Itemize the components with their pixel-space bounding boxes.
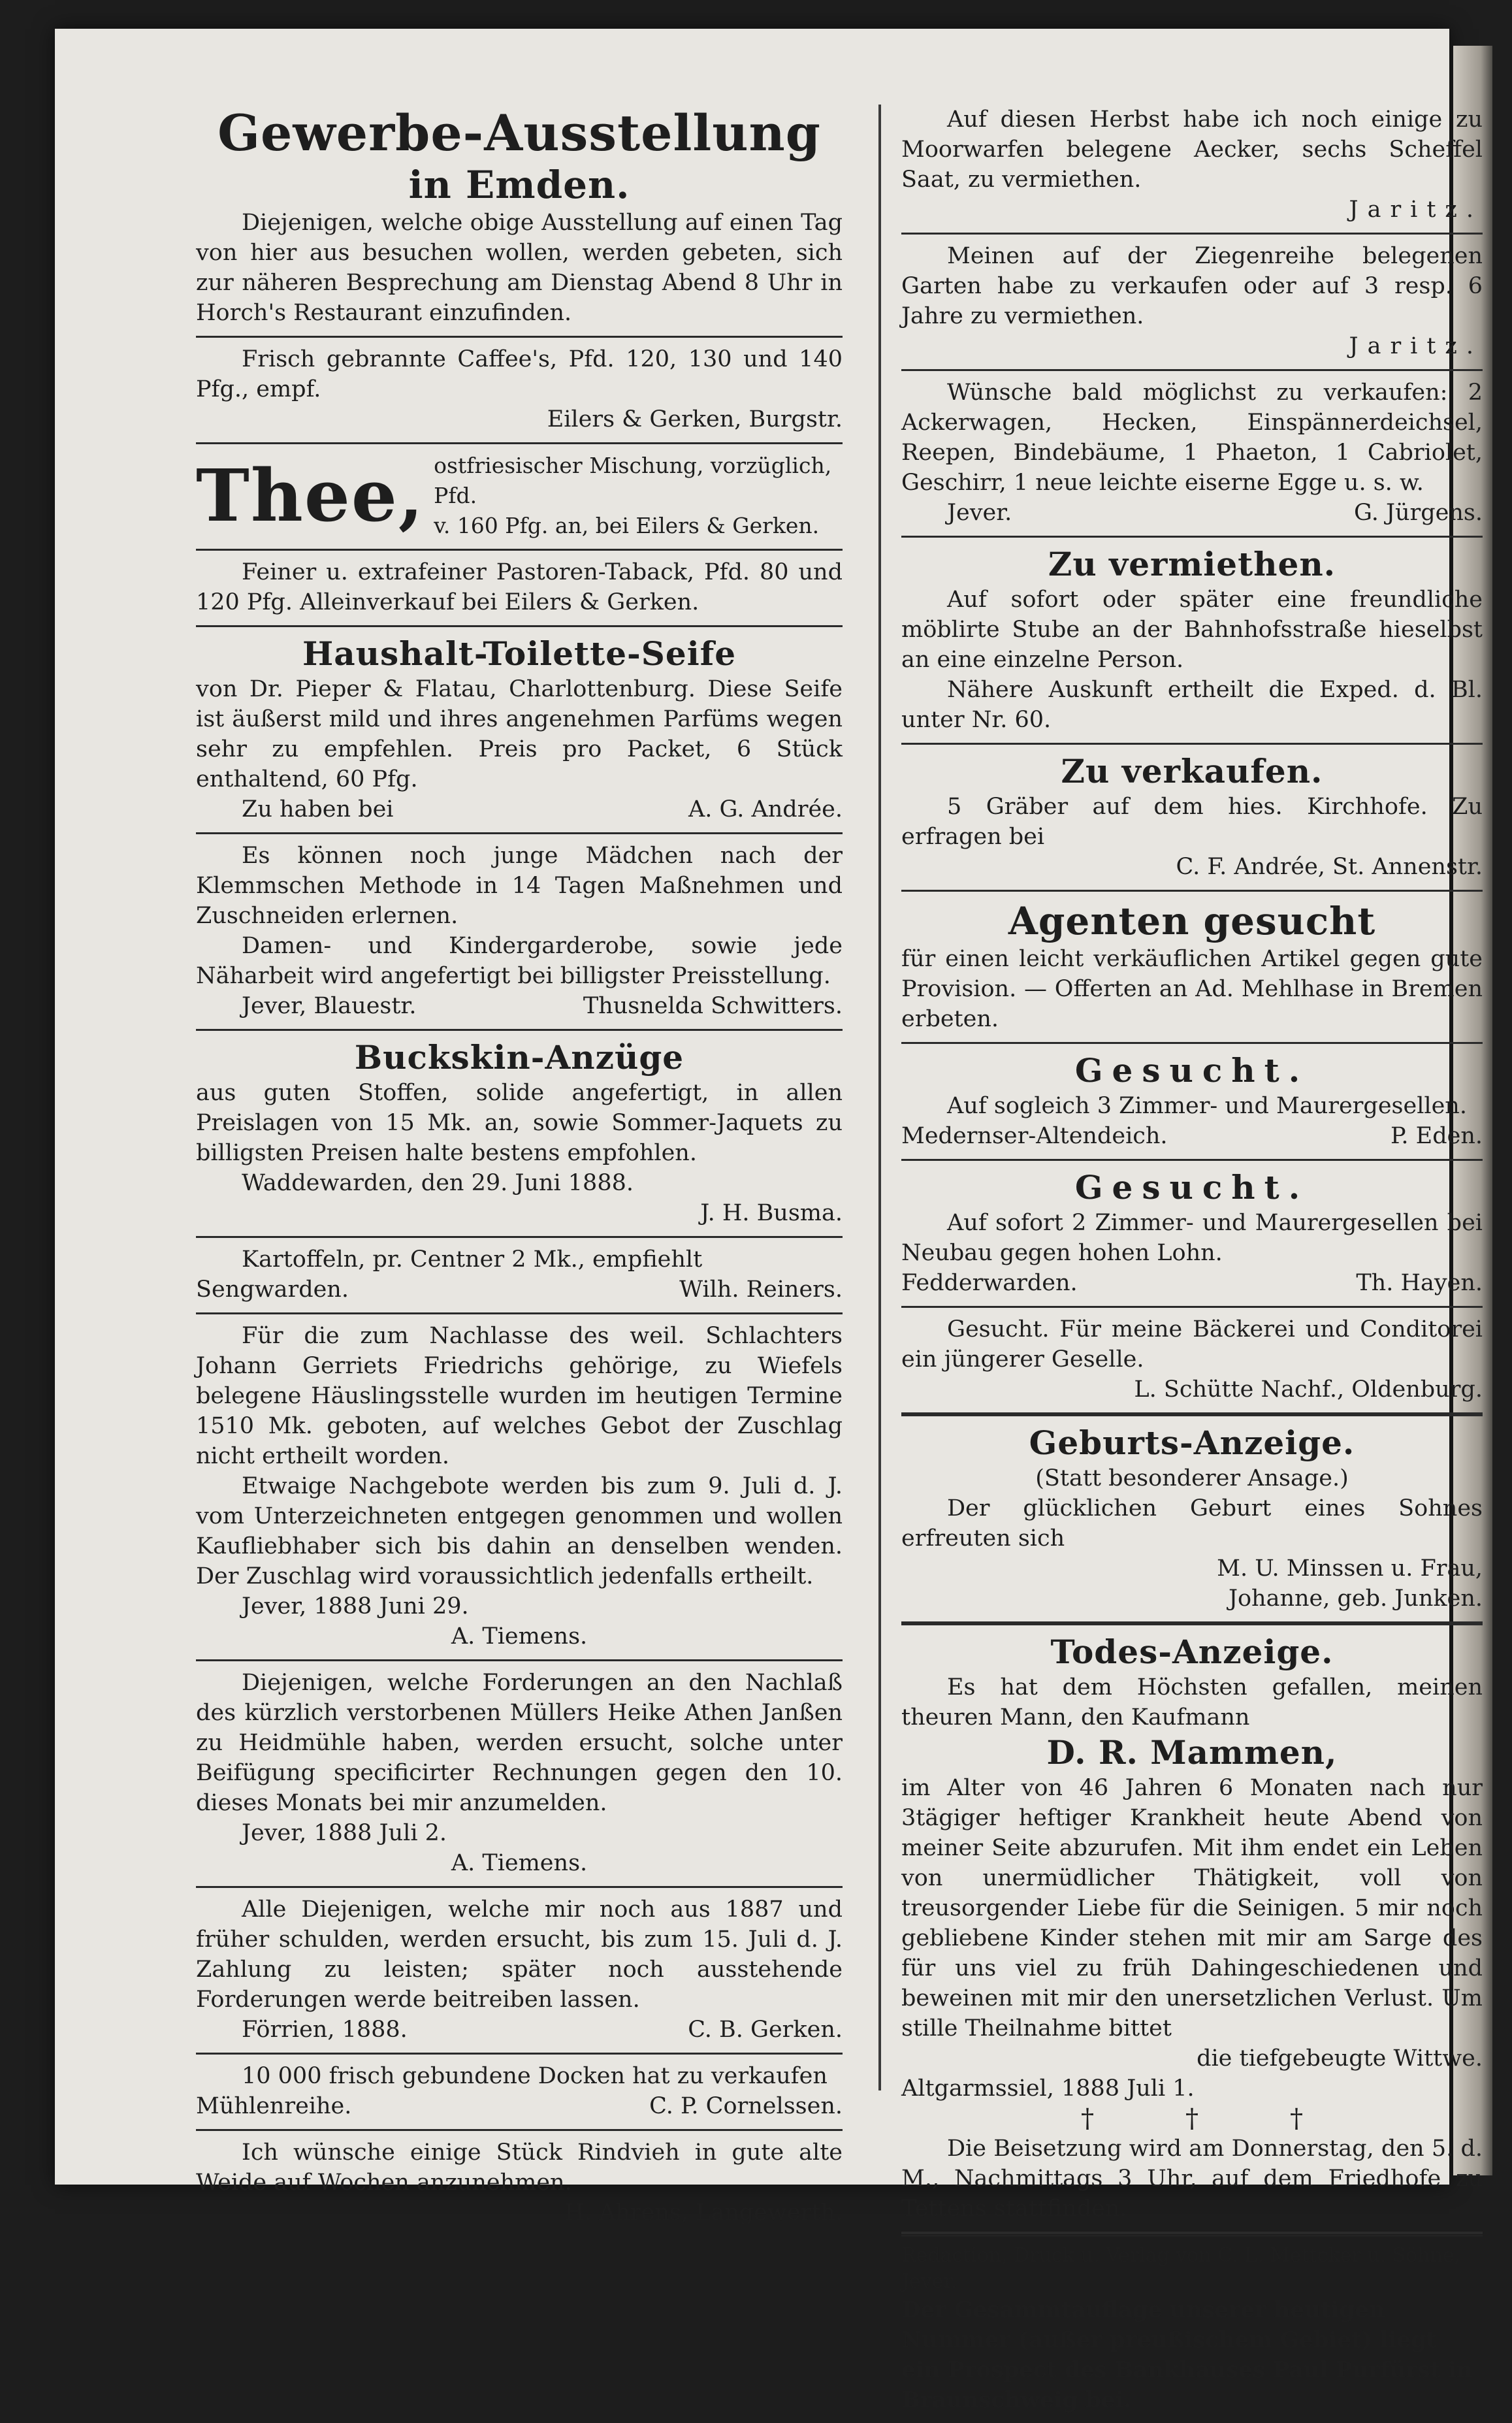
ad-place-date: Jever, 1888 Juni 29. <box>242 1593 469 1619</box>
ad-body: Frisch gebrannte Caffee's, Pfd. 120, 130 und 140 Pfg., empf. <box>196 346 843 402</box>
ad-body: 5 Gräber auf dem hies. Kirchhofe. Zu erfragen bei <box>901 794 1483 850</box>
ad-body: Auf sogleich 3 Zimmer- und Maurergesellen. <box>947 1093 1467 1119</box>
ad-body: im Alter von 46 Jahren 6 Monaten nach nur 3tägiger heftiger Krankheit heute Abend von meiner Seite abzurufen. Mit ihm endet ein Leben von unermüdlicher Thätigkeit, voll von treusorgender Liebe für die Seinigen. 5 mir noch gebliebene Kinder stehen mit mir am Sarge des für uns viel zu früh Dahingeschiedenen und beweinen mit mir den unersetzlichen Verlust. Um stille Theilnahme bittet <box>901 1775 1483 2041</box>
ad-signature: die tiefgebeugte Wittwe. <box>1197 2045 1483 2072</box>
ad-place-date: Waddewarden, den 29. Juni 1888. <box>242 1170 634 1196</box>
ad-body: Kartoffeln, pr. Centner 2 Mk., empfiehlt <box>242 1246 703 1273</box>
ad-place-date: Altgarmssiel, 1888 Juli 1. <box>901 2075 1195 2102</box>
ad-klemmsche-methode <box>196 834 843 1031</box>
ad-signature: Johanne, geb. Junken. <box>1228 1586 1483 1612</box>
ad-title: Zu verkaufen. <box>1061 752 1323 790</box>
thee-headline: Thee, <box>196 453 425 538</box>
ad-docken <box>196 2055 843 2131</box>
ad-title: Haushalt-Toilette-Seife <box>302 634 737 673</box>
ad-rindvieh <box>196 2131 843 2236</box>
ad-title: Geburts-Anzeige. <box>1029 1423 1355 1462</box>
right-column <box>901 98 1483 2423</box>
ad-signature-right: Th. Hayen. <box>1356 1270 1483 1296</box>
ad-signature: A. Tiemens. <box>451 1623 588 1650</box>
ad-buckskin <box>196 1031 843 1238</box>
ad-body-line: ostfriesischer Mischung, vorzüglich, Pfd. <box>434 453 832 508</box>
ad-zu-vermiethen <box>901 538 1483 745</box>
ad-body: Meinen auf der Ziegenreihe belegenen Garten habe zu verkaufen oder auf 3 resp. 6 Jahre zu vermiethen. <box>901 243 1483 329</box>
ad-todes-anzeige <box>901 1625 1483 2234</box>
ad-gesucht-maurergesellen <box>901 1161 1483 1308</box>
ad-title: Agenten gesucht <box>1008 899 1376 943</box>
ad-aecker <box>901 98 1483 235</box>
ad-title: Todes-Anzeige. <box>1050 1633 1334 1671</box>
ad-title: Gewerbe-Ausstellung <box>217 104 821 162</box>
ad-body: für einen leicht verkäuflichen Artikel gegen gute Provision. — Offerten an Ad. Mehlhase in Bremen erbeten. <box>901 946 1483 1032</box>
ad-signature-left: Sengwarden. <box>196 1277 349 1303</box>
ad-body: Für die zum Nachlasse des weil. Schlachters Johann Gerriets Friedrichs gehörige, zu Wiefels belegene Häuslingsstelle wurden im heutigen Termine 1510 Mk. geboten, auf welches Gebot der Zuschlag nicht ertheilt worden. <box>196 1323 843 1469</box>
ad-signature-left: Jever, Blauestr. <box>242 993 417 1019</box>
ad-signature-right: Thusnelda Schwitters. <box>583 993 843 1019</box>
ad-body: 10 000 frisch gebundene Docken hat zu verkaufen <box>242 2063 828 2089</box>
cross-icon: † <box>1290 2104 1303 2134</box>
ad-signature-right: G. Jürgens. <box>1353 500 1483 526</box>
column-rule <box>878 105 881 2090</box>
ad-signature-right: Wilh. Reiners. <box>679 1277 843 1303</box>
ad-title: Gesucht. <box>1074 1168 1310 1207</box>
ad-signature: Jaritz. <box>1349 333 1483 359</box>
ad-title: Buckskin-Anzüge <box>354 1038 684 1077</box>
ad-signature: C. F. Andrée, St. Annenstr. <box>1176 854 1483 880</box>
ad-body: Auf diesen Herbst habe ich noch einige zu Moorwarfen belegene Aecker, sechs Scheffel Saat, zu vermiethen. <box>901 106 1483 193</box>
cross-icon: † <box>1081 2104 1094 2134</box>
ad-body: Nähere Auskunft ertheilt die Exped. d. Bl. unter Nr. 60. <box>901 677 1483 733</box>
ad-body: Gesucht. Für meine Bäckerei und Conditorei ein jüngerer Geselle. <box>901 1316 1483 1373</box>
ad-haeuslingsstelle <box>196 1314 843 1661</box>
ad-signature-left: Jever. <box>947 500 1012 526</box>
ad-wagen <box>901 371 1483 538</box>
ad-body: Alle Diejenigen, welche mir noch aus 1887 und früher schulden, werden ersucht, bis zum 15. Juli d. J. Zahlung zu leisten; später noch ausstehende Forderungen werde beitreiben lassen. <box>196 1896 843 2013</box>
ad-body: Diejenigen, welche obige Ausstellung auf einen Tag von hier aus besuchen wollen, werden gebeten, sich zur näheren Besprechung am Dienstag Abend 8 Uhr in Horch's Restaurant einzufinden. <box>196 210 843 326</box>
ad-nachlass-janssen <box>196 1661 843 1888</box>
ad-garten <box>901 235 1483 371</box>
ad-body: Wünsche bald möglichst zu verkaufen: 2 Ackerwagen, Hecken, Einspännerdeichsel, Reepen, Bindebäume, 1 Phaeton, 1 Cabriolet, Geschirr, 1 neue leichte eiserne Egge u. s. w. <box>901 380 1483 496</box>
ad-signature-left: Medernser-Altendeich. <box>901 1123 1168 1149</box>
ad-signature: H. Ahrens, Langewerth. <box>564 2200 843 2226</box>
ad-signature-right: C. B. Gerken. <box>688 2017 843 2043</box>
ad-caffee <box>196 338 843 444</box>
ad-signature-right: A. G. Andrée. <box>688 796 843 822</box>
ad-pastoren-taback <box>196 551 843 627</box>
ad-body: Diejenigen, welche Forderungen an den Nachlaß des kürzlich verstorbenen Müllers Heike Athen Janßen zu Heidmühle haben, werden ersucht, solche unter Beifügung specificirter Rechnungen gegen den 10. dieses Monats bei mir anzumelden. <box>196 1670 843 1816</box>
ad-body: Etwaige Nachgebote werden bis zum 9. Juli d. J. vom Unterzeichneten entgegen genommen und wollen Kaufliebhaber sich bis dahin an denselben wenden. Der Zuschlag wird voraussichtlich jedenfalls ertheilt. <box>196 1473 843 1589</box>
ad-body: Damen- und Kindergarderobe, sowie jede Näharbeit wird angefertigt bei billigster Preisstellung. <box>196 933 843 989</box>
ad-title: Zu vermiethen. <box>1048 545 1336 583</box>
ad-toilette-seife <box>196 627 843 834</box>
ad-baecker-geselle <box>901 1308 1483 1416</box>
ad-body: Die Beisetzung wird am Donnerstag, den 5. d. M., Nachmittags 3 Uhr, auf dem Friedhofe zu Tettens stattfinden. <box>901 2136 1483 2222</box>
crosses <box>901 2104 1483 2134</box>
ad-signature: M. U. Minssen u. Frau, <box>1217 1555 1483 1582</box>
ad-signature: L. Schütte Nachf., Oldenburg. <box>1134 1376 1483 1403</box>
ad-signature: Jaritz. <box>1349 197 1483 223</box>
ad-signature-left: Fedderwarden. <box>901 1270 1078 1296</box>
deceased-name: D. R. Mammen, <box>1046 1733 1338 1772</box>
supplement-notice: Der Gesammtauflage unserer heutigen Nummer (außer preußischem Gebiet) liegt ein Prospect des Bankhauses Paul Purfürst in Braunschweig bei. <box>901 2297 1473 2413</box>
ad-body: Feiner u. extrafeiner Pastoren-Taback, Pfd. 80 und 120 Pfg. Alleinverkauf bei Eilers & Gerken. <box>196 559 843 615</box>
ad-schulden <box>196 1888 843 2055</box>
cross-icon: † <box>1185 2104 1198 2134</box>
ad-subtitle: in Emden. <box>408 163 630 207</box>
ad-body: Es hat dem Höchsten gefallen, meinen theuren Mann, den Kaufmann <box>901 1674 1483 1731</box>
ad-thee <box>196 444 843 551</box>
ad-signature-left: Zu haben bei <box>242 796 394 822</box>
ad-body: Es können noch junge Mädchen nach der Klemmschen Methode in 14 Tagen Maßnehmen und Zuschneiden erlernen. <box>196 843 843 929</box>
ad-geburts-anzeige <box>901 1416 1483 1625</box>
ad-body: Der glücklichen Geburt eines Sohnes erfreuten sich <box>901 1495 1483 1552</box>
page-footer <box>901 2234 1483 2423</box>
ad-signature: Eilers & Gerken, Burgstr. <box>547 406 843 432</box>
ad-signature-right: C. P. Cornelssen. <box>649 2093 843 2119</box>
ad-signature-left: Mühlenreihe. <box>196 2093 352 2119</box>
left-column <box>196 98 843 2236</box>
ad-body: von Dr. Pieper & Flatau, Charlottenburg. Diese Seife ist äußerst mild und ihres angenehmen Parfüms wegen sehr zu empfehlen. Preis pro Packet, 6 Stück enthaltend, 60 Pfg. <box>196 676 843 792</box>
ad-agenten-gesucht <box>901 892 1483 1044</box>
ad-gesucht-zimmergesellen <box>901 1044 1483 1161</box>
ad-place-date: Jever, 1888 Juli 2. <box>242 1820 447 1846</box>
ad-signature-left: Förrien, 1888. <box>242 2017 408 2043</box>
ad-body-line: v. 160 Pfg. an, bei Eilers & Gerken. <box>434 513 820 538</box>
ad-kartoffeln <box>196 1238 843 1314</box>
ad-signature: A. Tiemens. <box>451 1850 588 1876</box>
ad-body: Ich wünsche einige Stück Rindvieh in gute alte Weide auf Wochen anzunehmen. <box>196 2139 843 2196</box>
ad-body: Auf sofort oder später eine freundliche möblirte Stube an der Bahnhofsstraße hieselbst an eine einzelne Person. <box>901 587 1483 673</box>
ad-body: aus guten Stoffen, solide angefertigt, in allen Preislagen von 15 Mk. an, sowie Sommer-Jaquets zu billigsten Preisen halte bestens empfohlen. <box>196 1080 843 1166</box>
ad-signature-right: P. Eden. <box>1390 1123 1483 1149</box>
ad-subtitle: (Statt besonderer Ansage.) <box>1035 1465 1349 1491</box>
ad-gewerbe-ausstellung <box>196 98 843 338</box>
ad-body: Auf sofort 2 Zimmer- und Maurergesellen bei Neubau gegen hohen Lohn. <box>901 1210 1483 1266</box>
ad-title: Gesucht. <box>1074 1051 1310 1090</box>
ad-signature: J. H. Busma. <box>700 1200 843 1226</box>
ad-zu-verkaufen <box>901 745 1483 892</box>
imprint: Redaction, Druck u. Verlag von C. L. Mettcker u. Söhne, Jever. <box>901 2244 1461 2293</box>
